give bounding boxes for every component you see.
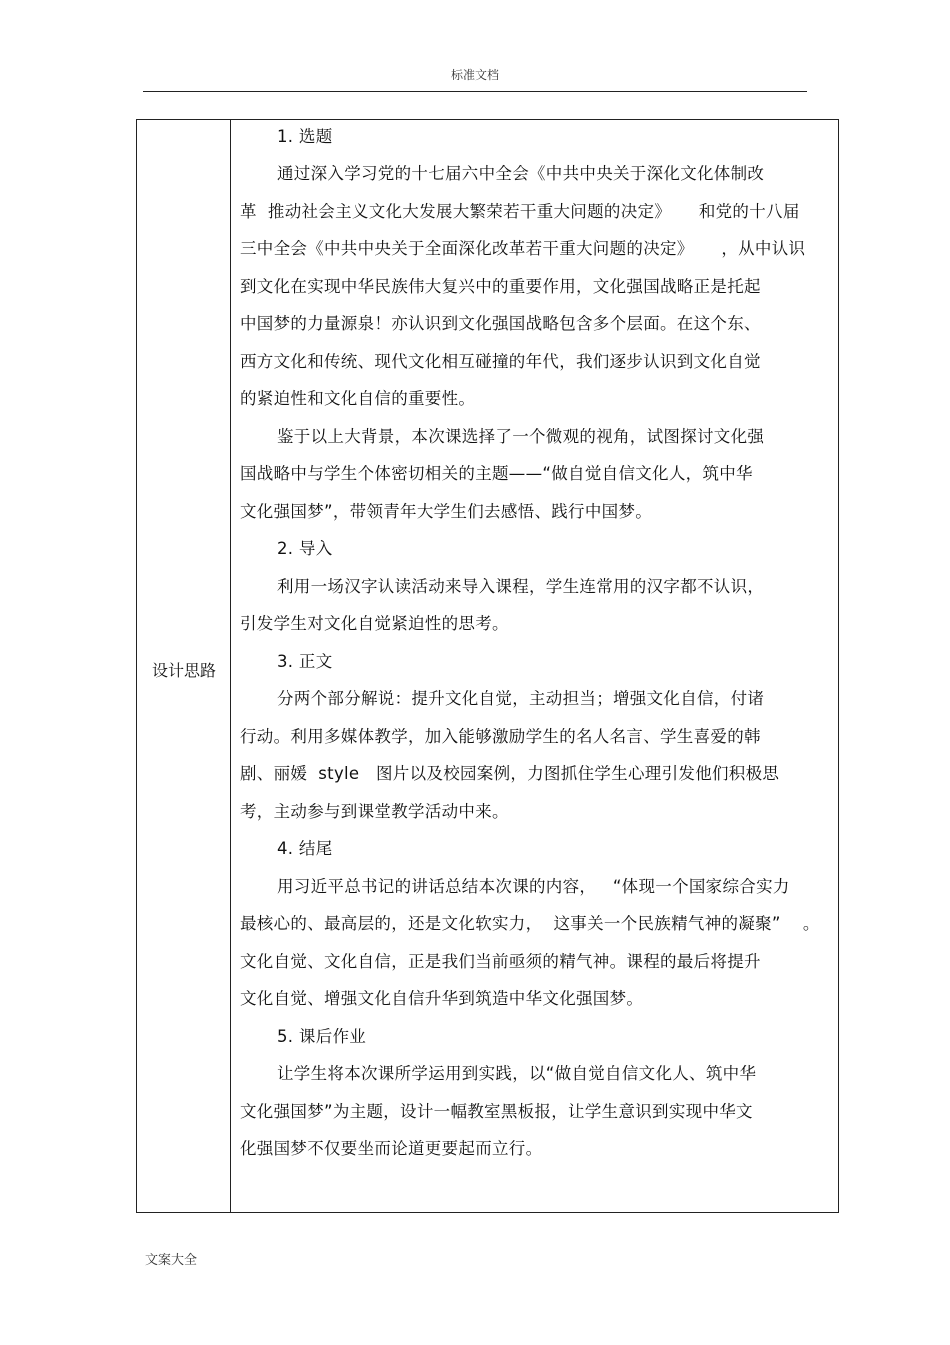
paragraph-line: 引发学生对文化自觉紧迫性的思考。 (240, 614, 509, 633)
page-footer-text: 文案大全 (145, 1253, 198, 1268)
paragraph-line: 通过深入学习党的十七届六中全会《中共中央关于深化文化体制改 (277, 164, 765, 183)
paragraph-line: 文化自觉、文化自信，正是我们当前亟须的精气神。课程的最后将提升 (240, 952, 761, 971)
paragraph-line: 文化强国梦”为主题，设计一幅教室黑板报，让学生意识到实现中华文 (240, 1102, 753, 1121)
design-table (136, 119, 839, 1213)
section-heading-body: 3. 正文 (277, 652, 333, 671)
content-cell (231, 120, 838, 1212)
paragraph-line: 剧、丽媛 style 图片以及校园案例，力图抓住学生心理引发他们积极思 (240, 764, 780, 783)
paragraph-line: 让学生将本次课所学运用到实践，以“做自觉自信文化人、筑中华 (277, 1064, 757, 1083)
page-header-title: 标准文档 (450, 68, 499, 82)
header-divider (143, 91, 807, 92)
paragraph-line: 最核心的、最高层的，还是文化软实力， 这事关一个民族精气神的凝聚” 。 (240, 914, 820, 933)
section-heading-topic: 1. 选题 (277, 127, 333, 146)
paragraph-line: 文化强国梦”，带领青年大学生们去感悟、践行中国梦。 (240, 502, 653, 521)
paragraph-line: 分两个部分解说：提升文化自觉，主动担当；增强文化自信，付诸 (277, 689, 765, 708)
paragraph-line: 三中全会《中共中央关于全面深化改革若干重大问题的决定》 ，从中认识 (240, 239, 806, 258)
paragraph-line: 到文化在实现中华民族伟大复兴中的重要作用，文化强国战略正是托起 (240, 277, 761, 296)
section-heading-ending: 4. 结尾 (277, 839, 333, 858)
paragraph-line: 鉴于以上大背景，本次课选择了一个微观的视角，试图探讨文化强 (277, 427, 765, 446)
section-heading-homework: 5. 课后作业 (277, 1027, 367, 1046)
row-label: 设计思路 (151, 661, 216, 680)
paragraph-line: 的紧迫性和文化自信的重要性。 (240, 389, 476, 408)
paragraph-line: 化强国梦不仅要坐而论道更要起而立行。 (240, 1139, 543, 1158)
paragraph-line: 西方文化和传统、现代文化相互碰撞的年代，我们逐步认识到文化自觉 (240, 352, 761, 371)
paragraph-line: 中国梦的力量源泉！亦认识到文化强国战略包含多个层面。在这个东、 (240, 314, 761, 333)
paragraph-line: 国战略中与学生个体密切相关的主题——“做自觉自信文化人，筑中华 (240, 464, 753, 483)
section-heading-intro: 2. 导入 (277, 539, 333, 558)
paragraph-line: 文化自觉、增强文化自信升华到筑造中华文化强国梦。 (240, 989, 644, 1008)
paragraph-line: 行动。利用多媒体教学，加入能够激励学生的名人名言、学生喜爱的韩 (240, 727, 761, 746)
paragraph-line: 用习近平总书记的讲话总结本次课的内容， “体现一个国家综合实力 (277, 877, 790, 896)
paragraph-line: 考，主动参与到课堂教学活动中来。 (240, 802, 509, 821)
paragraph-line: 革 推动社会主义文化大发展大繁荣若干重大问题的决定》 和党的十八届 (240, 202, 800, 221)
paragraph-line: 利用一场汉字认读活动来导入课程，学生连常用的汉字都不认识， (277, 577, 765, 596)
label-cell (137, 120, 231, 1212)
